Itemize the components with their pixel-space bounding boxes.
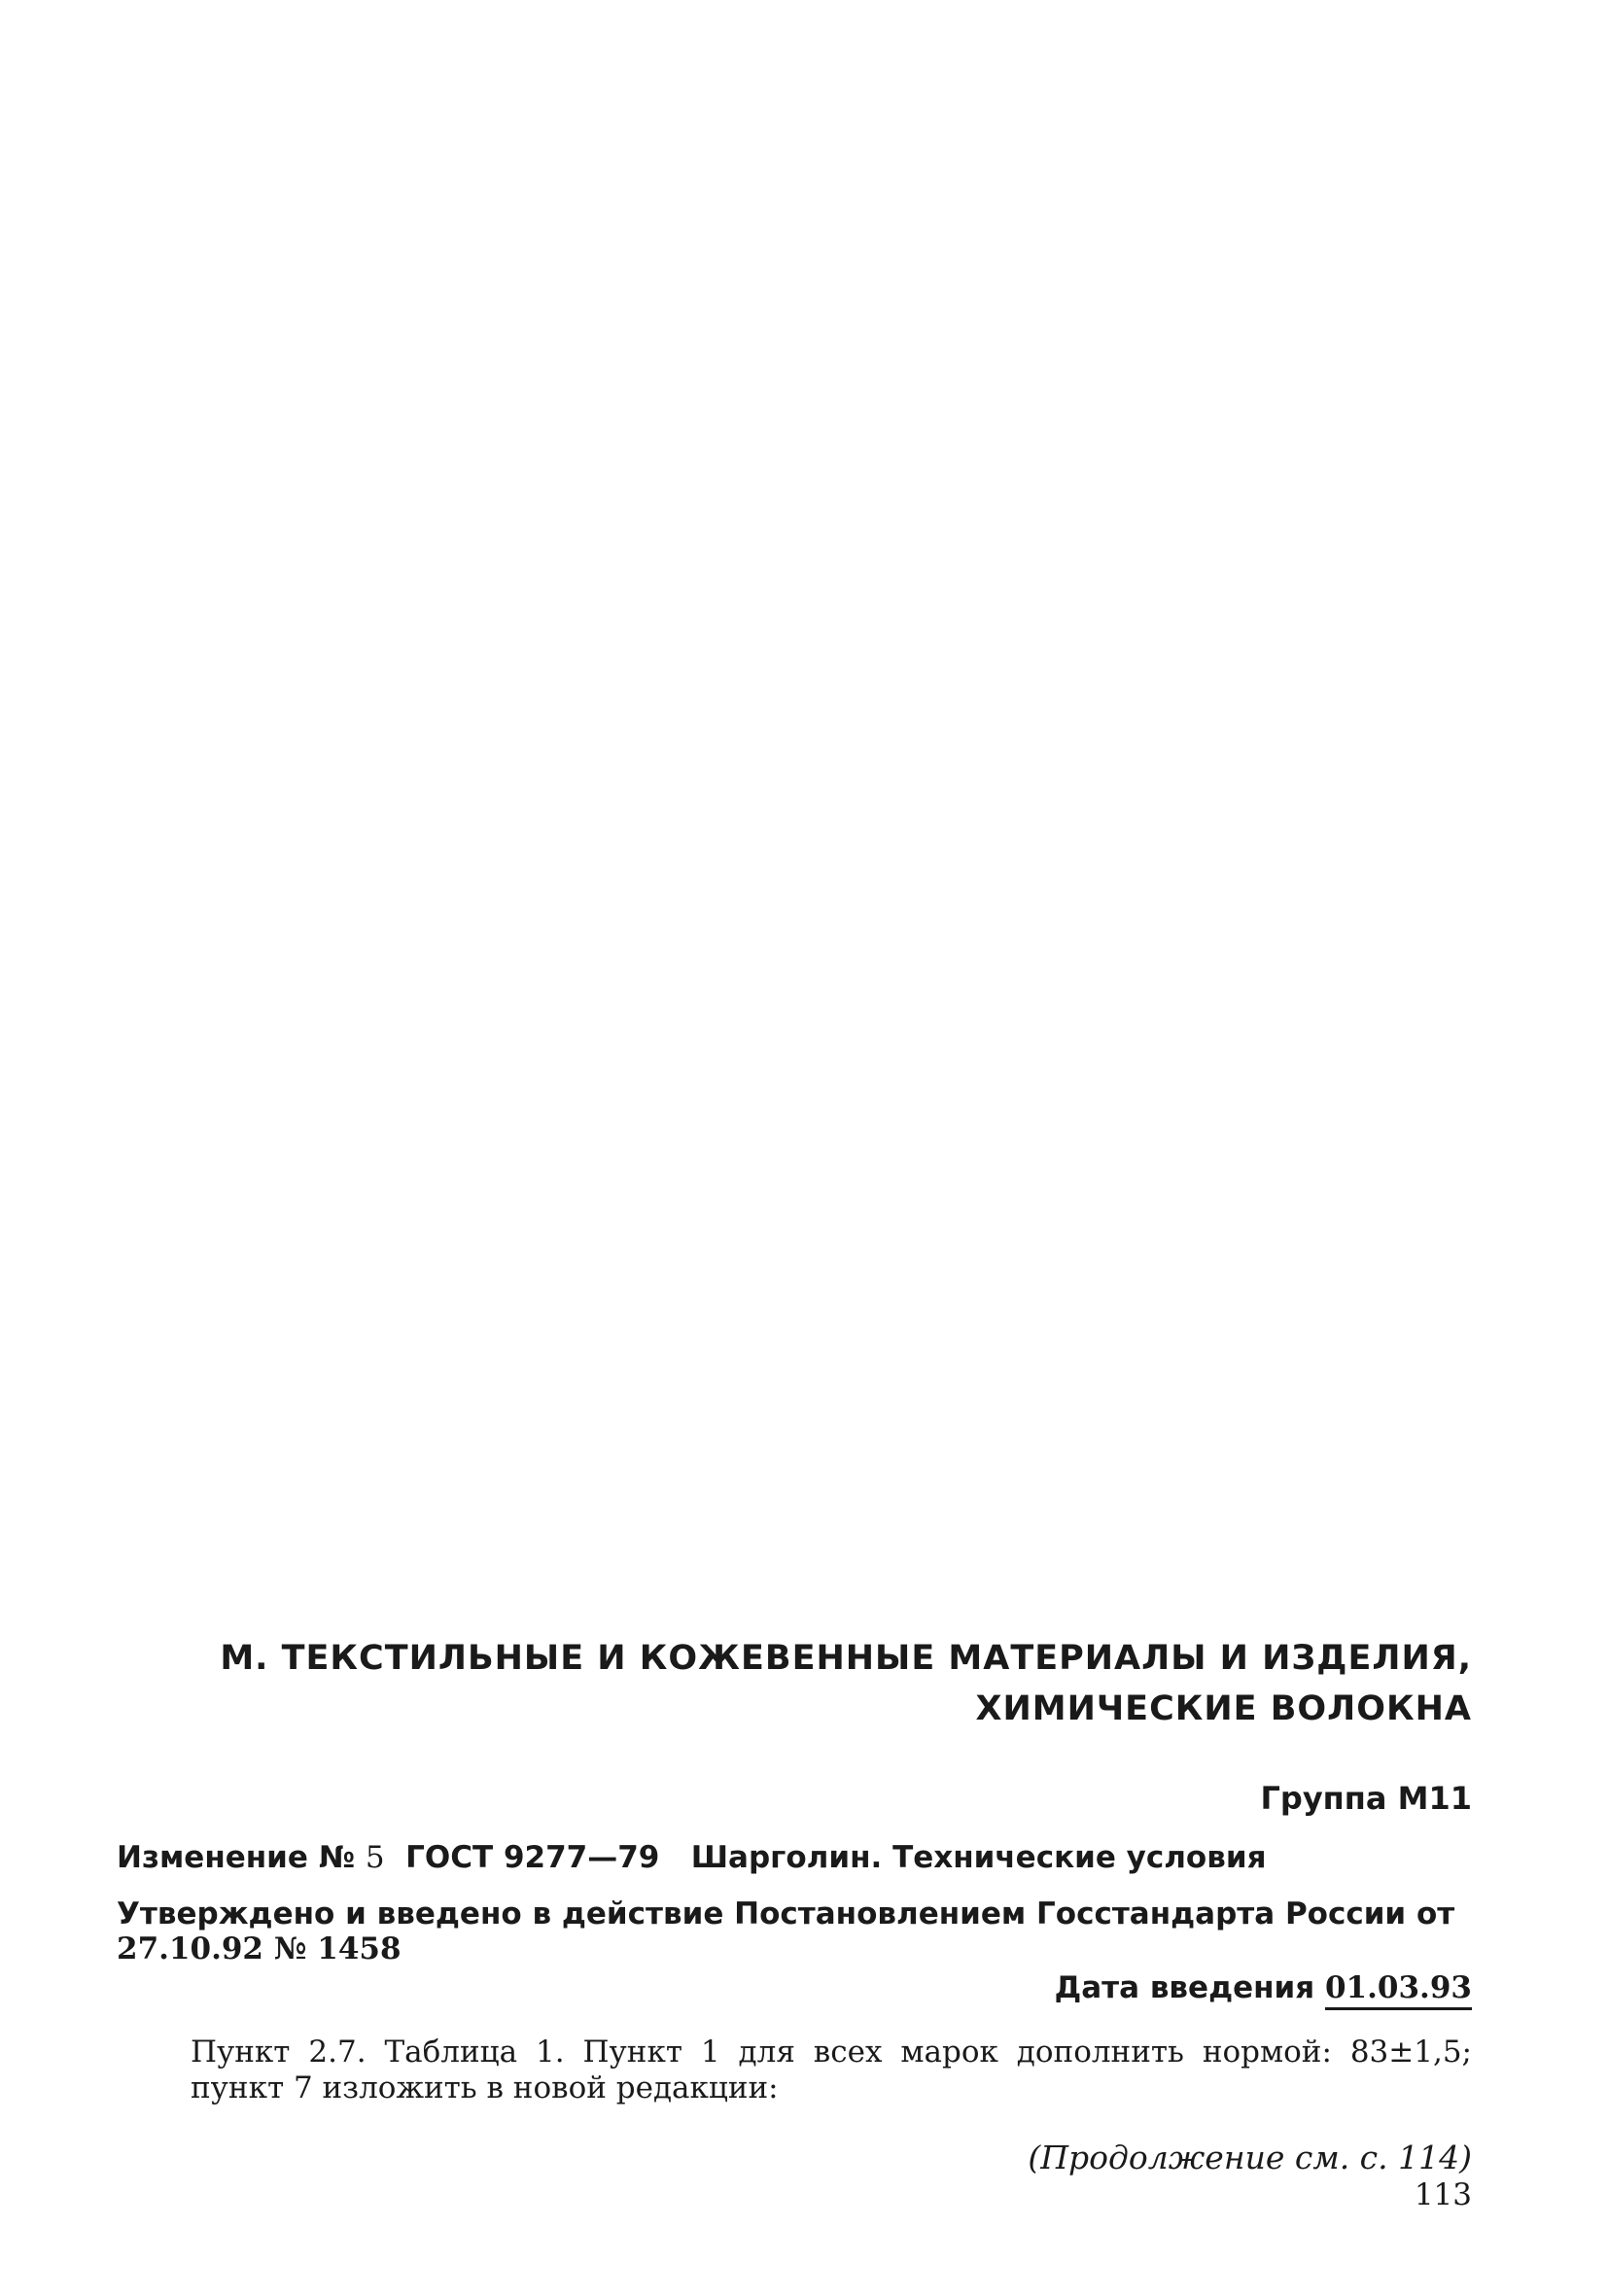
approval-date-number: 27.10.92 № 1458 bbox=[117, 1931, 402, 1966]
effective-date-label: Дата введения bbox=[1054, 1970, 1315, 2005]
group-label: Группа М11 bbox=[1260, 1780, 1472, 1817]
amendment-number: 5 bbox=[365, 1840, 385, 1875]
body-paragraph: Пункт 2.7. Таблица 1. Пункт 1 для всех марок дополнить нормой: 83±1,5; пункт 7 изложить в новой редакции: bbox=[191, 2035, 1472, 2105]
amendment-standard: ГОСТ 9277—79 bbox=[405, 1840, 660, 1875]
approval-text: Утверждено и введено в действие Постановлением Госстандарта России от bbox=[117, 1896, 1455, 1931]
continuation-note: (Продолжение см. с. 114) bbox=[1028, 2139, 1472, 2176]
approval-statement bbox=[117, 1896, 1472, 1966]
page-number: 113 bbox=[1414, 2177, 1472, 2212]
effective-date bbox=[1055, 1968, 1472, 2007]
section-title-line-1: М. ТЕКСТИЛЬНЫЕ И КОЖЕВЕННЫЕ МАТЕРИАЛЫ И ИЗДЕЛИЯ, bbox=[220, 1639, 1472, 1678]
effective-date-value-underline bbox=[1325, 1970, 1472, 2010]
amendment-prefix: Изменение № bbox=[117, 1840, 356, 1875]
amendment-subject: Шарголин. Технические условия bbox=[690, 1840, 1267, 1875]
effective-date-value: 01.03.93 bbox=[1324, 1970, 1472, 2005]
section-title bbox=[208, 1633, 1472, 1734]
amendment-heading bbox=[117, 1838, 1472, 1877]
section-title-line-2: ХИМИЧЕСКИЕ ВОЛОКНА bbox=[975, 1689, 1472, 1728]
